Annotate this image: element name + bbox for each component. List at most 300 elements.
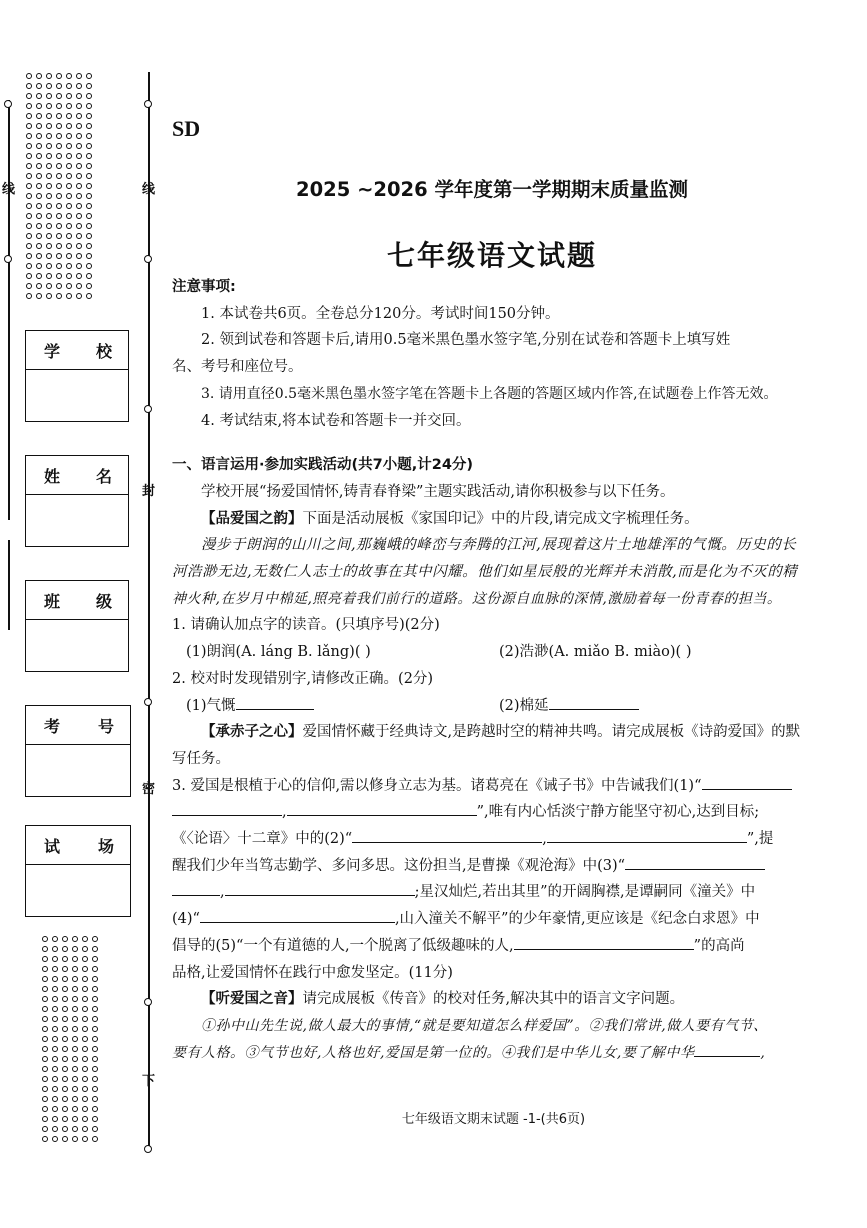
binding-dot [72,1026,78,1032]
binding-dot [42,936,48,942]
binding-dot [36,193,42,199]
binding-dot [66,123,72,129]
binding-dot [52,996,58,1002]
binding-dot [42,1096,48,1102]
q3-text: ”,唯有内心恬淡宁静方能坚守初心,达到目标; [476,804,760,821]
exam-number-label-a: 考 [44,716,63,736]
binding-dot [86,233,92,239]
question-3-line: , ;星汉灿烂,若出其里”的开阔胸襟,是谭嗣同《潼关》中 [172,879,812,906]
passage-line: 漫步于朗润的山川之间,那巍峨的峰峦与奔腾的江河,展现着这片土地雄浑的气慨。历史的长 [201,537,797,554]
notice-heading: 注意事项: [172,279,236,295]
binding-dot [76,123,82,129]
binding-dot [82,986,88,992]
binding-dot [62,936,68,942]
question-2-item-2 [499,693,812,720]
binding-dot [56,273,62,279]
binding-dot [76,93,82,99]
binding-dot [66,83,72,89]
binding-dot [82,966,88,972]
binding-dot [72,1076,78,1082]
q3-text: ;星汉灿烂,若出其里”的开阔胸襟,是谭嗣同《潼关》中 [414,884,756,901]
binding-dot [86,283,92,289]
notice-item: 1. 本试卷共6页。全卷总分120分。考试时间150分钟。 [201,305,560,322]
class-label-b: 级 [95,591,114,611]
binding-dot [42,996,48,1002]
binding-dot [26,83,32,89]
binding-char: 线 [2,182,16,197]
binding-dot [86,183,92,189]
binding-dot [26,103,32,109]
binding-dot [42,976,48,982]
binding-dot [86,163,92,169]
exam-room-label-a: 试 [44,836,63,856]
binding-dot [42,1066,48,1072]
binding-dot [66,273,72,279]
binding-dot [76,153,82,159]
answer-blank[interactable] [287,799,477,816]
binding-dot [56,283,62,289]
q3-text: (4)“ [172,911,200,928]
binding-dot [66,113,72,119]
question-3-line [172,906,812,933]
binding-dot [86,143,92,149]
binding-dot [82,996,88,1002]
binding-dot [66,283,72,289]
binding-dot [56,233,62,239]
question-1: 1. 请确认加点字的读音。(只填序号)(2分) [172,617,440,634]
binding-dot [86,113,92,119]
binding-dot [62,1086,68,1092]
binding-dot [46,293,52,299]
binding-dot [92,1136,98,1142]
binding-dot [76,213,82,219]
binding-dot [56,113,62,119]
binding-dot [82,1056,88,1062]
notice-item: 名、考号和座位号。 [172,359,303,376]
binding-dot [56,193,62,199]
question-1-item-1: (1)朗润(A. láng B. lǎng)( ) [186,644,371,661]
binding-dot [72,976,78,982]
binding-dot [42,1136,48,1142]
binding-dot [62,996,68,1002]
binding-dot [72,1016,78,1022]
answer-blank[interactable] [172,799,282,816]
binding-dot [62,1096,68,1102]
answer-blank[interactable] [625,853,765,870]
binding-dot [86,223,92,229]
binding-dot [76,293,82,299]
binding-dot [72,986,78,992]
binding-dot [56,123,62,129]
binding-ring [144,405,152,413]
binding-dot [66,203,72,209]
binding-dot [52,1006,58,1012]
binding-dot [42,1106,48,1112]
exam-room-field[interactable] [25,825,131,917]
binding-dot [56,133,62,139]
binding-dot [56,293,62,299]
binding-dot [42,1126,48,1132]
binding-dot [46,143,52,149]
binding-dot [86,173,92,179]
binding-dot [66,143,72,149]
binding-dot [26,213,32,219]
binding-dot [42,1076,48,1082]
binding-dot [42,1116,48,1122]
binding-ring [144,998,152,1006]
binding-dot [52,1046,58,1052]
binding-dot [72,1006,78,1012]
binding-dot [86,193,92,199]
binding-dot [56,173,62,179]
binding-dot [56,213,62,219]
binding-dot [46,233,52,239]
task1 [172,506,812,533]
binding-dot [86,243,92,249]
binding-ring [4,100,12,108]
task3 [172,986,812,1013]
binding-dot [26,233,32,239]
q3-text: ”的高尚 [693,937,745,954]
question-3-line [172,933,812,960]
binding-dot [56,163,62,169]
binding-dot [72,1066,78,1072]
answer-blank[interactable] [514,933,694,950]
binding-dot [76,73,82,79]
binding-dot [26,173,32,179]
binding-dot [72,936,78,942]
binding-dot [26,123,32,129]
answer-blank[interactable] [172,879,220,896]
binding-dot [66,183,72,189]
binding-dot [36,223,42,229]
binding-dot [82,1046,88,1052]
binding-dot [76,103,82,109]
binding-dot [46,273,52,279]
binding-dot [62,1006,68,1012]
binding-dot [36,143,42,149]
answer-blank[interactable] [225,879,415,896]
name-label-b: 名 [95,466,114,486]
binding-dot [26,73,32,79]
task1-text: 下面是活动展板《家国印记》中的片段,请完成文字梳理任务。 [302,510,699,527]
school-field[interactable] [25,330,129,422]
binding-dot [86,103,92,109]
binding-dot [76,83,82,89]
binding-dot [42,1026,48,1032]
binding-dot [82,1136,88,1142]
binding-dot [52,1016,58,1022]
binding-dot [82,1096,88,1102]
binding-dot [42,956,48,962]
binding-dot [36,213,42,219]
section-intro: 学校开展“扬爱国情怀,铸青春脊梁”主题实践活动,请你积极参与以下任务。 [201,483,675,500]
binding-dot [36,83,42,89]
binding-dot [92,996,98,1002]
question-2-item-1 [186,693,499,720]
binding-line-left [8,100,10,520]
binding-dot [52,966,58,972]
answer-blank[interactable] [549,693,639,710]
exam-title: 2025 ~2026 学年度第一学期期末质量监测 [296,178,688,201]
binding-dot [56,103,62,109]
binding-dot [66,173,72,179]
school-label-b: 校 [95,341,114,361]
binding-dot [46,153,52,159]
binding-dot [42,1086,48,1092]
binding-dot [36,93,42,99]
paper-code: SD [172,116,201,141]
binding-dot [92,946,98,952]
binding-dot [26,253,32,259]
binding-dot [62,1056,68,1062]
binding-char: 线 [142,182,156,197]
binding-dot [82,1016,88,1022]
binding-dot [56,73,62,79]
binding-dot [76,233,82,239]
binding-dot [52,1056,58,1062]
binding-dot [86,73,92,79]
binding-dot [86,203,92,209]
binding-dot [36,203,42,209]
paragraph-text: 要有人格。③气节也好,人格也好,爱国是第一位的。④我们是中华儿女,要了解中华 [172,1044,695,1061]
binding-ring [144,1145,152,1153]
binding-dot [56,243,62,249]
binding-dot [76,133,82,139]
binding-dot [82,1036,88,1042]
binding-dot [46,73,52,79]
task2 [172,719,812,746]
answer-blank[interactable] [200,906,395,923]
binding-dot [52,1026,58,1032]
binding-dot [72,1096,78,1102]
task3-text: 请完成展板《传音》的校对任务,解决其中的语言文字问题。 [302,991,685,1008]
paragraph-line: ①孙中山先生说,做人最大的事情,“就是要知道怎么样爱国”。②我们常讲,做人要有气节、 [201,1017,768,1034]
binding-dot [26,163,32,169]
binding-dot [62,1016,68,1022]
answer-blank[interactable] [547,826,747,843]
task2-label: 【承赤子之心】 [201,724,303,741]
binding-dot [42,1046,48,1052]
binding-ring [4,255,12,263]
school-label-a: 学 [44,341,63,361]
task2-text-cont: 写任务。 [172,750,230,767]
binding-dot [46,253,52,259]
q3-text: ”,提 [746,831,774,848]
binding-dot [62,1136,68,1142]
passage-line: 神火种,在岁月中棉延,照亮着我们前行的道路。这份源自血脉的深情,激励着每一份青春的担当。 [172,590,782,607]
binding-dot [66,193,72,199]
binding-dot [86,123,92,129]
binding-dot [52,1106,58,1112]
binding-dot [62,956,68,962]
answer-blank[interactable] [702,773,792,790]
binding-dot [86,253,92,259]
binding-dot [62,1046,68,1052]
binding-dot [66,293,72,299]
binding-dot [66,263,72,269]
binding-dot [46,193,52,199]
question-3-line: 品格,让爱国情怀在践行中愈发坚定。(11分) [172,964,453,981]
binding-dot [72,1086,78,1092]
binding-dot [92,966,98,972]
binding-dot [26,193,32,199]
exam-number-field[interactable] [25,705,131,797]
binding-dot [46,263,52,269]
binding-dot [86,93,92,99]
binding-dot [36,173,42,179]
binding-dot [56,203,62,209]
binding-dot [92,956,98,962]
question-2-item-1-label: (1)气慨 [186,697,236,714]
binding-dot [62,1026,68,1032]
binding-dot [76,183,82,189]
binding-dot [36,273,42,279]
binding-dot [26,293,32,299]
q3-text: 《〈论语〉十二章》中的(2)“ [172,831,353,848]
binding-dot [76,113,82,119]
binding-dot [62,1036,68,1042]
binding-ring [144,255,152,263]
binding-dot [46,243,52,249]
binding-dot [82,956,88,962]
binding-dot [42,1016,48,1022]
binding-dot [72,1036,78,1042]
binding-dot [52,1126,58,1132]
binding-dot [46,113,52,119]
page-footer: 七年级语文期末试题 -1-(共6页) [401,1112,586,1127]
answer-blank[interactable] [352,826,542,843]
binding-dot [46,213,52,219]
binding-dot [92,1076,98,1082]
binding-dot [26,203,32,209]
class-field[interactable] [25,580,129,672]
binding-dot [26,153,32,159]
binding-dot [56,253,62,259]
binding-dot [36,243,42,249]
question-3-line [172,853,812,880]
binding-dot [72,1056,78,1062]
name-field[interactable] [25,455,129,547]
binding-dot [52,1066,58,1072]
class-label-a: 班 [44,591,63,611]
binding-dot [66,243,72,249]
answer-blank[interactable] [236,693,314,710]
task1-label: 【品爱国之韵】 [201,510,303,527]
binding-dot [92,1096,98,1102]
exam-body [172,274,812,1066]
binding-dot [76,263,82,269]
binding-dot [92,1006,98,1012]
binding-dot [76,193,82,199]
binding-dot [66,133,72,139]
binding-ring [144,100,152,108]
binding-dot [26,133,32,139]
binding-dot [92,936,98,942]
binding-ring [144,698,152,706]
name-label-a: 姓 [44,466,63,486]
binding-dot [26,113,32,119]
binding-dot [66,223,72,229]
binding-dot [52,956,58,962]
exam-room-label-b: 场 [97,836,116,856]
binding-dot [92,1056,98,1062]
binding-dot [46,203,52,209]
binding-dot [36,113,42,119]
section-heading: 一、语言运用·参加实践活动(共7小题,计24分) [172,457,474,474]
binding-dot [56,263,62,269]
binding-dot [26,143,32,149]
binding-dot [46,173,52,179]
binding-dot [52,1086,58,1092]
binding-dot [92,1016,98,1022]
q3-text: 醒我们少年当笃志勤学、多问多思。这份担当,是曹操《观沧海》中(3)“ [172,857,626,874]
binding-dot [86,153,92,159]
question-3-line: , ”,唯有内心恬淡宁静方能坚守初心,达到目标; [172,799,812,826]
exam-number-label-b: 号 [97,716,116,736]
task3-label: 【听爱国之音】 [201,991,303,1008]
binding-dot [72,996,78,1002]
binding-dot [52,1096,58,1102]
binding-char: 密 [142,782,156,797]
binding-dot [42,1036,48,1042]
dot-grid-top [26,73,95,302]
binding-dot [66,73,72,79]
task2-text: 爱国情怀藏于经典诗文,是跨越时空的精神共鸣。请完成展板《诗韵爱国》的默 [302,724,801,741]
binding-char: 封 [142,484,156,499]
binding-dot [92,1066,98,1072]
binding-dot [26,223,32,229]
binding-dot [36,163,42,169]
binding-dot [76,283,82,289]
binding-dot [42,966,48,972]
binding-dot [76,203,82,209]
binding-dot [76,223,82,229]
binding-dot [36,183,42,189]
question-3-line [172,773,812,800]
binding-dot [66,93,72,99]
binding-dot [42,986,48,992]
binding-dot [42,946,48,952]
binding-dot [86,273,92,279]
binding-dot [62,966,68,972]
binding-dot [26,243,32,249]
binding-dot [92,1086,98,1092]
binding-dot [62,946,68,952]
binding-dot [46,103,52,109]
binding-dot [52,946,58,952]
binding-dot [62,1076,68,1082]
answer-blank[interactable] [694,1040,760,1057]
binding-dot [76,253,82,259]
binding-dot [62,986,68,992]
binding-dot [56,153,62,159]
binding-dot [36,293,42,299]
binding-dot [56,93,62,99]
q3-text: 倡导的(5)“一个有道德的人,一个脱离了低级趣味的人, [172,937,514,954]
binding-dot [46,93,52,99]
binding-dot [82,1076,88,1082]
binding-dot [36,263,42,269]
binding-dot [66,163,72,169]
notice-item: 4. 考试结束,将本试卷和答题卡一并交回。 [201,412,471,429]
question-3-line: 《〈论语〉十二章》中的(2)“ , ”,提 [172,826,812,853]
binding-dot [72,946,78,952]
binding-dot [82,1026,88,1032]
binding-dot [36,233,42,239]
binding-dot [26,183,32,189]
question-2-item-2-label: (2)棉延 [499,697,549,714]
